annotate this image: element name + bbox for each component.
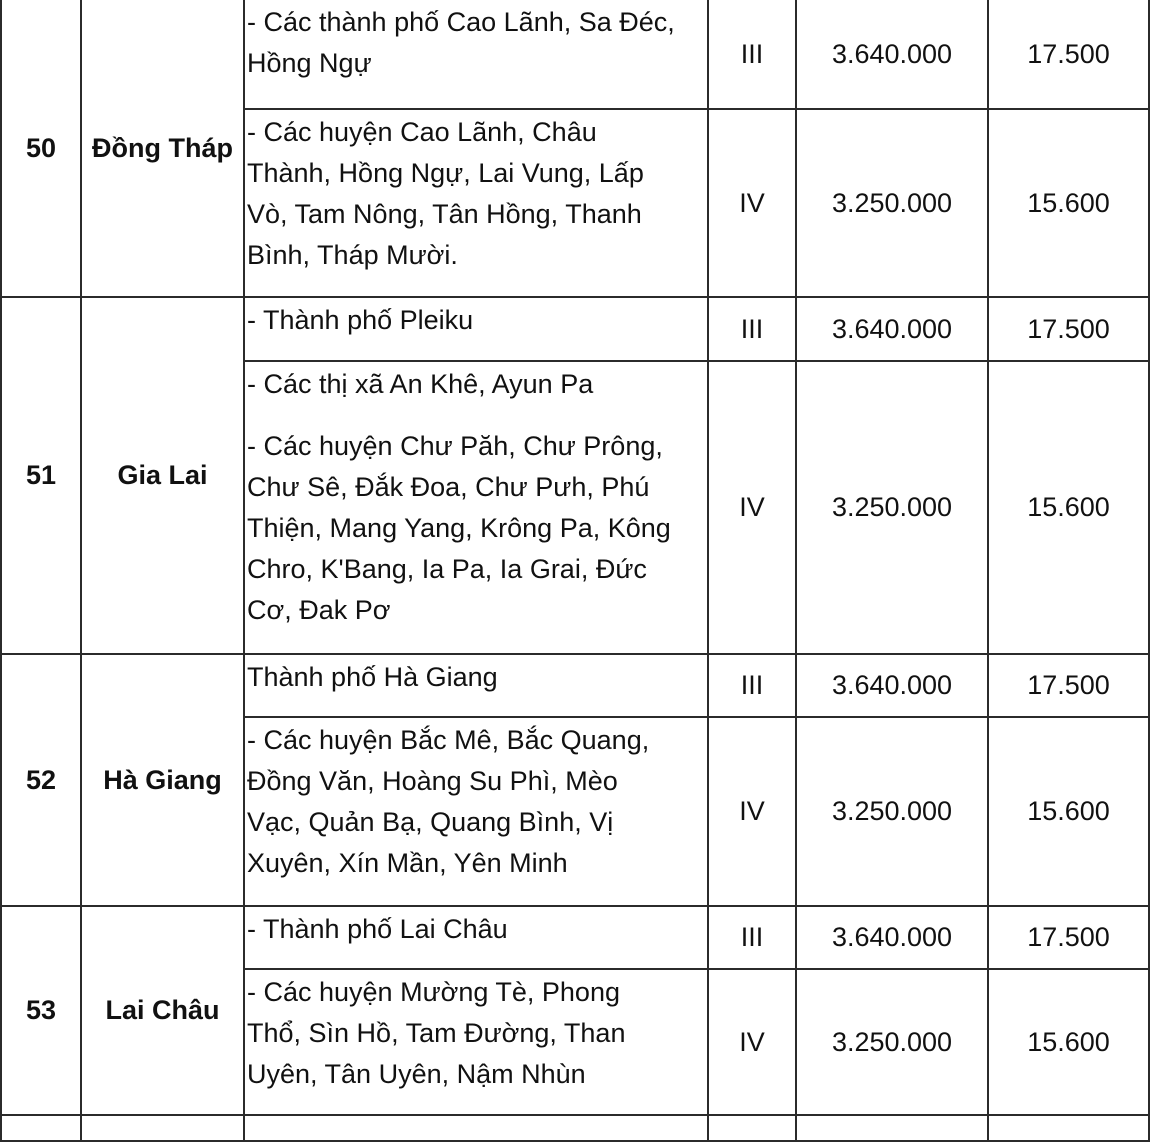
area-list <box>243 653 709 718</box>
hourly-wage: 15.600 <box>987 360 1150 655</box>
hourly-wage: 17.500 <box>987 905 1150 970</box>
hourly-wage: 15.600 <box>987 968 1150 1116</box>
province-name: Lai Châu <box>80 905 245 1116</box>
area-text: - Các huyện Mường Tè, Phong Thổ, Sìn Hồ, Tam Đường, Than Uyên, Tân Uyên, Nậm Nhùn <box>247 977 626 1089</box>
monthly-wage: 3.250.000 <box>795 360 989 655</box>
area-text: - Các thị xã An Khê, Ayun Pa <box>247 369 594 399</box>
hourly-wage: 17.500 <box>987 0 1150 110</box>
region-level: III <box>707 653 797 718</box>
area-text: - Các huyện Chư Păh, Chư Prông, Chư Sê, Đắk Đoa, Chư Pưh, Phú Thiện, Mang Yang, Krông Pa, Kông Chro, K'Bang, Ia Pa, Ia Grai, Đức Cơ, Đak Pơ <box>247 431 671 625</box>
area-list <box>243 716 709 907</box>
area-text: - Các thành phố Cao Lãnh, Sa Đéc, Hồng Ngự <box>247 7 675 78</box>
area-text: - Các huyện Cao Lãnh, Châu Thành, Hồng Ngự, Lai Vung, Lấp Vò, Tam Nông, Tân Hồng, Thanh Bình, Tháp Mười. <box>247 117 644 270</box>
area-list <box>243 0 709 110</box>
area-text: - Các huyện Bắc Mê, Bắc Quang, Đồng Văn, Hoàng Su Phì, Mèo Vạc, Quản Bạ, Quang Bình, Vị Xuyên, Xín Mần, Yên Minh <box>247 725 650 878</box>
monthly-wage: 3.640.000 <box>795 905 989 970</box>
next-row-cell <box>243 1114 709 1142</box>
monthly-wage: 3.640.000 <box>795 296 989 362</box>
hourly-wage: 15.600 <box>987 108 1150 298</box>
region-level: III <box>707 296 797 362</box>
row-number: 52 <box>0 653 82 907</box>
hourly-wage: 17.500 <box>987 296 1150 362</box>
area-list <box>243 296 709 362</box>
area-list <box>243 968 709 1116</box>
hourly-wage: 15.600 <box>987 716 1150 907</box>
next-row-cell <box>0 1114 82 1142</box>
row-number: 50 <box>0 0 82 298</box>
area-text: - Thành phố Pleiku <box>247 305 474 335</box>
monthly-wage: 3.250.000 <box>795 968 989 1116</box>
row-number: 51 <box>0 296 82 655</box>
region-level: III <box>707 0 797 110</box>
region-level: III <box>707 905 797 970</box>
region-level: IV <box>707 716 797 907</box>
region-level: IV <box>707 108 797 298</box>
province-name: Đồng Tháp <box>80 0 245 298</box>
monthly-wage: 3.640.000 <box>795 0 989 110</box>
area-text: - Thành phố Lai Châu <box>247 914 508 944</box>
area-text: Thành phố Hà Giang <box>247 662 498 692</box>
monthly-wage: 3.250.000 <box>795 108 989 298</box>
next-row-cell <box>987 1114 1150 1142</box>
next-row-cell <box>80 1114 245 1142</box>
region-level: IV <box>707 968 797 1116</box>
province-name: Hà Giang <box>80 653 245 907</box>
monthly-wage: 3.250.000 <box>795 716 989 907</box>
area-list <box>243 360 709 655</box>
next-row-cell <box>707 1114 797 1142</box>
monthly-wage: 3.640.000 <box>795 653 989 718</box>
row-number: 53 <box>0 905 82 1116</box>
region-level: IV <box>707 360 797 655</box>
area-list <box>243 905 709 970</box>
area-list <box>243 108 709 298</box>
next-row-cell <box>795 1114 989 1142</box>
hourly-wage: 17.500 <box>987 653 1150 718</box>
province-name: Gia Lai <box>80 296 245 655</box>
